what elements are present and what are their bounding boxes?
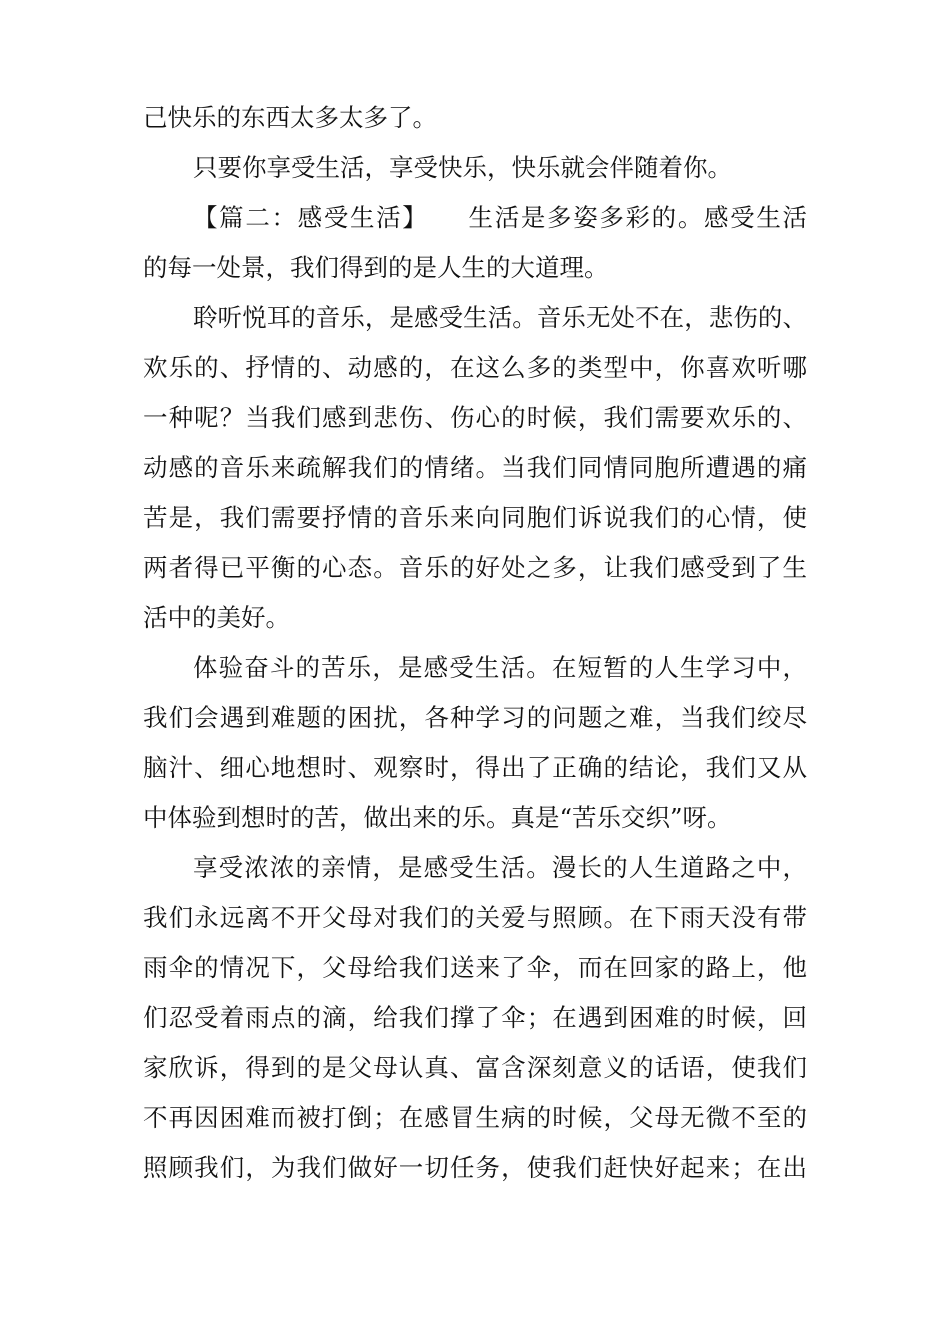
text-line: 们忍受着雨点的滴，给我们撑了伞；在遇到困难的时候，回 — [143, 1003, 807, 1032]
text-line: 动感的音乐来疏解我们的情绪。当我们同情同胞所遭遇的痛 — [143, 453, 807, 482]
text-line: 脑汁、细心地想时、观察时，得出了正确的结论，我们又从 — [143, 753, 807, 782]
text-line: 我们永远离不开父母对我们的关爱与照顾。在下雨天没有带 — [143, 903, 807, 932]
text-line: 聆听悦耳的音乐，是感受生活。音乐无处不在，悲伤的、 — [193, 303, 807, 332]
text-line: 中体验到想时的苦，做出来的乐。真是“苦乐交织”呀。 — [143, 803, 732, 832]
text-line: 不再因困难而被打倒；在感冒生病的时候，父母无微不至的 — [143, 1103, 807, 1132]
text-line: 的每一处景，我们得到的是人生的大道理。 — [143, 253, 609, 282]
text-line: 一种呢？当我们感到悲伤、伤心的时候，我们需要欢乐的、 — [143, 403, 807, 432]
text-line: 我们会遇到难题的困扰，各种学习的问题之难，当我们绞尽 — [143, 703, 807, 732]
text-line: 活中的美好。 — [143, 603, 290, 632]
text-line: 家欣诉，得到的是父母认真、富含深刻意义的话语，使我们 — [143, 1053, 807, 1082]
text-line: 苦是，我们需要抒情的音乐来向同胞们诉说我们的心情，使 — [143, 503, 807, 532]
text-line: 欢乐的、抒情的、动感的，在这么多的类型中，你喜欢听哪 — [143, 353, 807, 382]
text-line: 享受浓浓的亲情，是感受生活。漫长的人生道路之中， — [193, 853, 807, 882]
text-line: 己快乐的东西太多太多了。 — [143, 103, 437, 132]
text-line: 两者得已平衡的心态。音乐的好处之多，让我们感受到了生 — [143, 553, 807, 582]
text-line: 只要你享受生活，享受快乐，快乐就会伴随着你。 — [193, 153, 732, 182]
text-line: 雨伞的情况下，父母给我们送来了伞，而在回家的路上，他 — [143, 953, 807, 982]
text-line: 【篇二：感受生活】 生活是多姿多彩的。感受生活 — [193, 203, 807, 232]
text-line: 照顾我们，为我们做好一切任务，使我们赶快好起来；在出 — [143, 1153, 807, 1182]
text-line: 体验奋斗的苦乐，是感受生活。在短暂的人生学习中， — [193, 653, 807, 682]
